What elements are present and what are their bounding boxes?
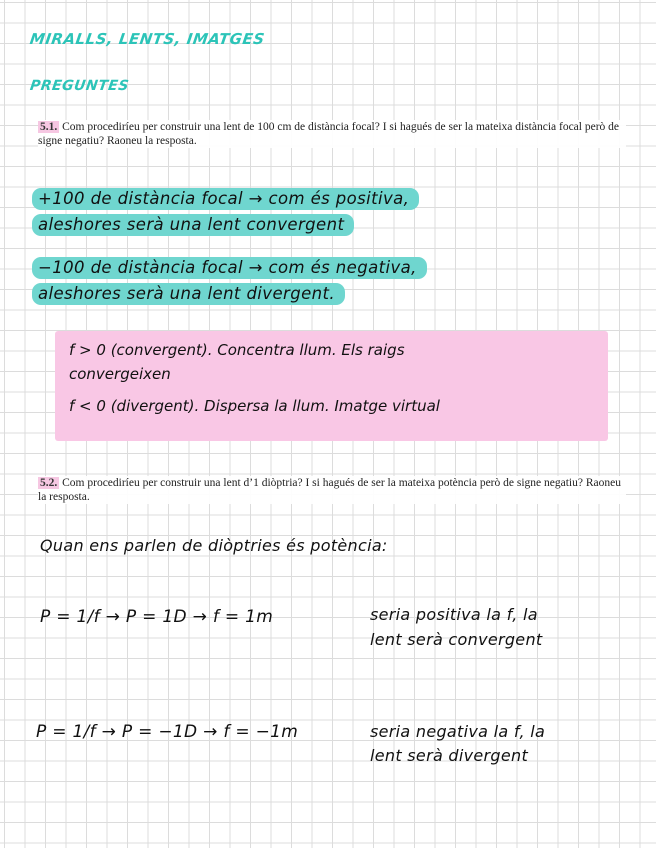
section-heading: PREGUNTES [28, 78, 131, 94]
answer-note: seria positiva la f, la [370, 605, 538, 624]
answer-note: lent serà convergent [370, 630, 543, 649]
answer-line [32, 189, 419, 208]
note-line: f < 0 (divergent). Dispersa la llum. Imatge virtual [69, 397, 440, 415]
answer-intro: Quan ens parlen de diòptries és potència: [40, 536, 388, 555]
question-5-2 [38, 476, 626, 504]
formula-line: P = 1/f → P = −1D → f = −1m [36, 722, 299, 742]
answer-line [32, 284, 345, 303]
page-title: MIRALLS, LENTS, IMATGES [28, 30, 266, 48]
highlighted-text: +100 de distància focal → com és positiva, [32, 188, 419, 210]
question-number: 5.2. [40, 477, 58, 489]
answer-line [32, 215, 354, 234]
highlighted-text: aleshores serà una lent divergent. [32, 283, 345, 305]
answer-note: seria negativa la f, la [370, 722, 546, 741]
highlighted-text: aleshores serà una lent convergent [32, 214, 354, 236]
question-text: Com procediríeu per construir una lent d’1 diòptria? I si hagués de ser la mateixa potència però de signe negatiu? Raoneu la resposta. [38, 477, 621, 503]
answer-line [32, 258, 427, 277]
note-line: f > 0 (convergent). Concentra llum. Els raigs [69, 341, 405, 359]
question-text: Com procediríeu per construir una lent de 100 cm de distància focal? I si hagués de ser la mateixa distància focal però de signe negatiu? Raoneu la resposta. [38, 121, 620, 147]
question-number: 5.1. [40, 121, 58, 133]
note-line: convergeixen [69, 365, 171, 383]
highlighted-text: −100 de distància focal → com és negativa, [32, 257, 427, 279]
answer-note: lent serà divergent [370, 746, 529, 765]
question-5-1 [38, 120, 626, 148]
note-box [55, 331, 608, 441]
formula-line: P = 1/f → P = 1D → f = 1m [40, 607, 274, 627]
